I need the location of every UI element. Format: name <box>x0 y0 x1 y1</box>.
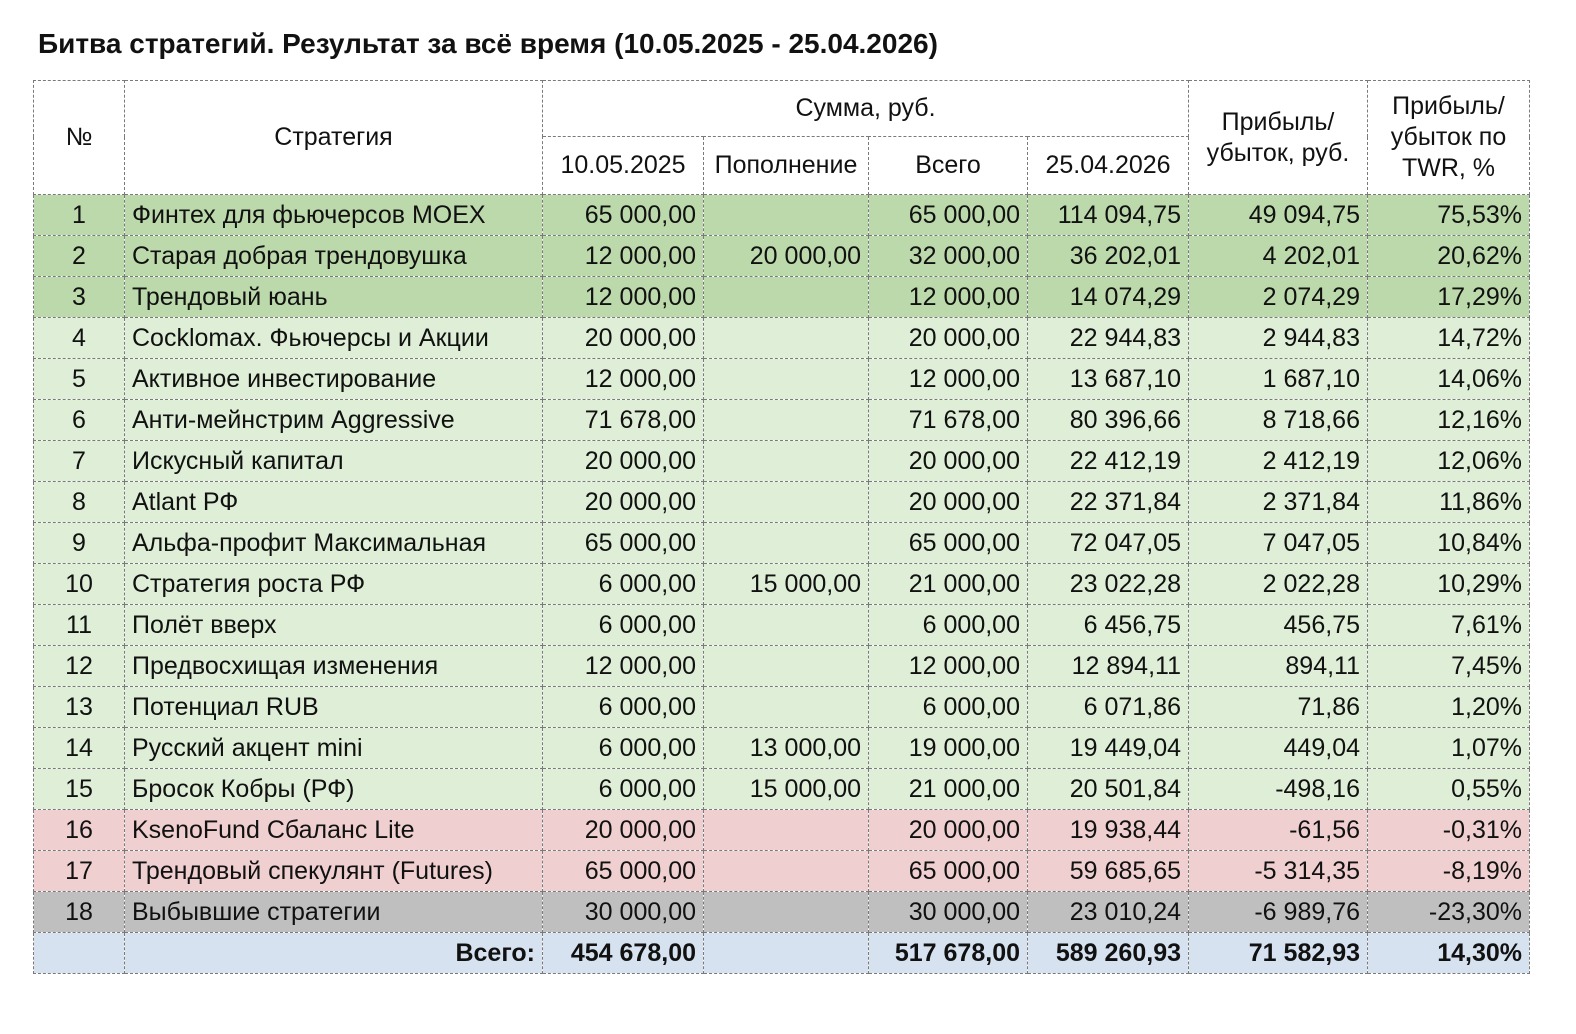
cell-deposit <box>704 441 869 482</box>
cell-twr: 10,84% <box>1368 523 1530 564</box>
table-row <box>34 564 1530 605</box>
cell-total: 19 000,00 <box>869 728 1028 769</box>
totals-deposit <box>704 933 869 974</box>
totals-row <box>34 933 1530 974</box>
cell-twr: 12,06% <box>1368 441 1530 482</box>
cell-twr: 1,20% <box>1368 687 1530 728</box>
cell-total: 6 000,00 <box>869 687 1028 728</box>
cell-total: 20 000,00 <box>869 441 1028 482</box>
cell-num: 6 <box>34 400 125 441</box>
cell-end: 22 944,83 <box>1028 318 1189 359</box>
cell-strategy: Стратегия роста РФ <box>125 564 543 605</box>
cell-twr: 11,86% <box>1368 482 1530 523</box>
cell-strategy: Альфа-профит Максимальная <box>125 523 543 564</box>
cell-start: 6 000,00 <box>543 687 704 728</box>
cell-num: 3 <box>34 277 125 318</box>
cell-total: 12 000,00 <box>869 646 1028 687</box>
table-row <box>34 482 1530 523</box>
cell-total: 12 000,00 <box>869 277 1028 318</box>
cell-end: 36 202,01 <box>1028 236 1189 277</box>
cell-profit: 2 371,84 <box>1189 482 1368 523</box>
cell-end: 6 456,75 <box>1028 605 1189 646</box>
totals-num-cell <box>34 933 125 974</box>
cell-deposit <box>704 359 869 400</box>
cell-profit: 1 687,10 <box>1189 359 1368 400</box>
cell-profit: 2 944,83 <box>1189 318 1368 359</box>
cell-total: 65 000,00 <box>869 195 1028 236</box>
cell-profit: 449,04 <box>1189 728 1368 769</box>
cell-twr: -23,30% <box>1368 892 1530 933</box>
cell-num: 18 <box>34 892 125 933</box>
cell-end: 80 396,66 <box>1028 400 1189 441</box>
table-row <box>34 195 1530 236</box>
header-profit-rub: Прибыль/ убыток, руб. <box>1189 81 1368 195</box>
cell-twr: 20,62% <box>1368 236 1530 277</box>
cell-profit: 2 074,29 <box>1189 277 1368 318</box>
table-row <box>34 646 1530 687</box>
cell-num: 13 <box>34 687 125 728</box>
cell-start: 20 000,00 <box>543 810 704 851</box>
header-start-date: 10.05.2025 <box>543 137 704 195</box>
cell-strategy: Старая добрая трендовушка <box>125 236 543 277</box>
cell-profit: 7 047,05 <box>1189 523 1368 564</box>
cell-profit: -6 989,76 <box>1189 892 1368 933</box>
cell-num: 2 <box>34 236 125 277</box>
cell-start: 20 000,00 <box>543 318 704 359</box>
cell-total: 32 000,00 <box>869 236 1028 277</box>
table-row <box>34 277 1530 318</box>
table-row <box>34 236 1530 277</box>
cell-strategy: Выбывшие стратегии <box>125 892 543 933</box>
cell-num: 5 <box>34 359 125 400</box>
table-row <box>34 441 1530 482</box>
cell-deposit <box>704 523 869 564</box>
cell-strategy: Трендовый спекулянт (Futures) <box>125 851 543 892</box>
cell-end: 19 938,44 <box>1028 810 1189 851</box>
table-body <box>34 195 1530 974</box>
cell-profit: 49 094,75 <box>1189 195 1368 236</box>
cell-start: 12 000,00 <box>543 277 704 318</box>
cell-profit: 4 202,01 <box>1189 236 1368 277</box>
cell-deposit <box>704 851 869 892</box>
cell-strategy: Финтех для фьючерсов MOEX <box>125 195 543 236</box>
cell-deposit <box>704 892 869 933</box>
cell-num: 9 <box>34 523 125 564</box>
cell-strategy: Русский акцент mini <box>125 728 543 769</box>
cell-end: 13 687,10 <box>1028 359 1189 400</box>
cell-strategy: Бросок Кобры (РФ) <box>125 769 543 810</box>
cell-end: 114 094,75 <box>1028 195 1189 236</box>
cell-profit: 456,75 <box>1189 605 1368 646</box>
cell-deposit <box>704 400 869 441</box>
cell-end: 59 685,65 <box>1028 851 1189 892</box>
header-total: Всего <box>869 137 1028 195</box>
cell-total: 71 678,00 <box>869 400 1028 441</box>
totals-start: 454 678,00 <box>543 933 704 974</box>
table-row <box>34 728 1530 769</box>
cell-strategy: Активное инвестирование <box>125 359 543 400</box>
cell-start: 65 000,00 <box>543 851 704 892</box>
cell-deposit <box>704 482 869 523</box>
cell-num: 14 <box>34 728 125 769</box>
totals-twr: 14,30% <box>1368 933 1530 974</box>
cell-strategy: Cocklomax. Фьючерсы и Акции <box>125 318 543 359</box>
cell-num: 10 <box>34 564 125 605</box>
cell-deposit <box>704 605 869 646</box>
cell-num: 16 <box>34 810 125 851</box>
cell-start: 20 000,00 <box>543 441 704 482</box>
cell-total: 21 000,00 <box>869 564 1028 605</box>
cell-deposit <box>704 687 869 728</box>
cell-strategy: Трендовый юань <box>125 277 543 318</box>
table-row <box>34 769 1530 810</box>
table-row <box>34 318 1530 359</box>
cell-start: 6 000,00 <box>543 605 704 646</box>
header-strategy: Стратегия <box>125 81 543 195</box>
cell-twr: 7,61% <box>1368 605 1530 646</box>
cell-total: 20 000,00 <box>869 482 1028 523</box>
cell-num: 4 <box>34 318 125 359</box>
cell-profit: 8 718,66 <box>1189 400 1368 441</box>
totals-end: 589 260,93 <box>1028 933 1189 974</box>
cell-profit: 2 022,28 <box>1189 564 1368 605</box>
cell-end: 72 047,05 <box>1028 523 1189 564</box>
cell-total: 30 000,00 <box>869 892 1028 933</box>
cell-end: 20 501,84 <box>1028 769 1189 810</box>
cell-start: 65 000,00 <box>543 523 704 564</box>
cell-start: 20 000,00 <box>543 482 704 523</box>
cell-profit: 2 412,19 <box>1189 441 1368 482</box>
cell-start: 6 000,00 <box>543 769 704 810</box>
cell-end: 6 071,86 <box>1028 687 1189 728</box>
table-row <box>34 359 1530 400</box>
cell-twr: 7,45% <box>1368 646 1530 687</box>
cell-deposit: 13 000,00 <box>704 728 869 769</box>
cell-deposit: 15 000,00 <box>704 769 869 810</box>
table-row <box>34 400 1530 441</box>
cell-end: 22 371,84 <box>1028 482 1189 523</box>
cell-profit: -5 314,35 <box>1189 851 1368 892</box>
cell-profit: 894,11 <box>1189 646 1368 687</box>
cell-start: 65 000,00 <box>543 195 704 236</box>
cell-num: 7 <box>34 441 125 482</box>
cell-strategy: Полёт вверх <box>125 605 543 646</box>
cell-strategy: Atlant РФ <box>125 482 543 523</box>
cell-profit: -61,56 <box>1189 810 1368 851</box>
cell-twr: -8,19% <box>1368 851 1530 892</box>
cell-deposit <box>704 646 869 687</box>
strategies-table <box>33 80 1530 974</box>
cell-deposit: 20 000,00 <box>704 236 869 277</box>
cell-strategy: Предвосхищая изменения <box>125 646 543 687</box>
table-row <box>34 687 1530 728</box>
table-row <box>34 523 1530 564</box>
cell-start: 71 678,00 <box>543 400 704 441</box>
header-profit-twr: Прибыль/ убыток по TWR, % <box>1368 81 1530 195</box>
header-end-date: 25.04.2026 <box>1028 137 1189 195</box>
cell-strategy: KsenoFund Сбаланс Lite <box>125 810 543 851</box>
table-row <box>34 605 1530 646</box>
header-num: № <box>34 81 125 195</box>
cell-num: 12 <box>34 646 125 687</box>
cell-profit: 71,86 <box>1189 687 1368 728</box>
cell-start: 6 000,00 <box>543 564 704 605</box>
cell-num: 11 <box>34 605 125 646</box>
cell-end: 14 074,29 <box>1028 277 1189 318</box>
cell-twr: 14,72% <box>1368 318 1530 359</box>
cell-num: 17 <box>34 851 125 892</box>
table-row <box>34 810 1530 851</box>
cell-start: 12 000,00 <box>543 236 704 277</box>
cell-total: 6 000,00 <box>869 605 1028 646</box>
header-sum-group: Сумма, руб. <box>543 81 1189 137</box>
cell-start: 12 000,00 <box>543 646 704 687</box>
cell-deposit <box>704 195 869 236</box>
cell-start: 6 000,00 <box>543 728 704 769</box>
cell-end: 12 894,11 <box>1028 646 1189 687</box>
cell-total: 65 000,00 <box>869 523 1028 564</box>
cell-strategy: Анти-мейнстрим Aggressive <box>125 400 543 441</box>
cell-profit: -498,16 <box>1189 769 1368 810</box>
page-title: Битва стратегий. Результат за всё время (10.05.2025 - 25.04.2026) <box>38 28 938 59</box>
cell-total: 65 000,00 <box>869 851 1028 892</box>
cell-strategy: Искусный капитал <box>125 441 543 482</box>
cell-end: 19 449,04 <box>1028 728 1189 769</box>
cell-end: 22 412,19 <box>1028 441 1189 482</box>
cell-twr: 17,29% <box>1368 277 1530 318</box>
cell-twr: 75,53% <box>1368 195 1530 236</box>
cell-total: 20 000,00 <box>869 318 1028 359</box>
cell-total: 20 000,00 <box>869 810 1028 851</box>
table-row <box>34 851 1530 892</box>
totals-total: 517 678,00 <box>869 933 1028 974</box>
cell-num: 8 <box>34 482 125 523</box>
cell-twr: 12,16% <box>1368 400 1530 441</box>
cell-twr: 14,06% <box>1368 359 1530 400</box>
cell-total: 21 000,00 <box>869 769 1028 810</box>
cell-end: 23 022,28 <box>1028 564 1189 605</box>
cell-twr: 1,07% <box>1368 728 1530 769</box>
cell-num: 15 <box>34 769 125 810</box>
cell-total: 12 000,00 <box>869 359 1028 400</box>
cell-strategy: Потенциал RUB <box>125 687 543 728</box>
cell-deposit <box>704 318 869 359</box>
totals-profit: 71 582,93 <box>1189 933 1368 974</box>
cell-twr: -0,31% <box>1368 810 1530 851</box>
cell-start: 30 000,00 <box>543 892 704 933</box>
cell-twr: 0,55% <box>1368 769 1530 810</box>
cell-deposit <box>704 810 869 851</box>
cell-end: 23 010,24 <box>1028 892 1189 933</box>
cell-start: 12 000,00 <box>543 359 704 400</box>
cell-num: 1 <box>34 195 125 236</box>
header-deposit: Пополнение <box>704 137 869 195</box>
cell-deposit: 15 000,00 <box>704 564 869 605</box>
cell-twr: 10,29% <box>1368 564 1530 605</box>
totals-label: Всего: <box>125 933 543 974</box>
table-row <box>34 892 1530 933</box>
cell-deposit <box>704 277 869 318</box>
